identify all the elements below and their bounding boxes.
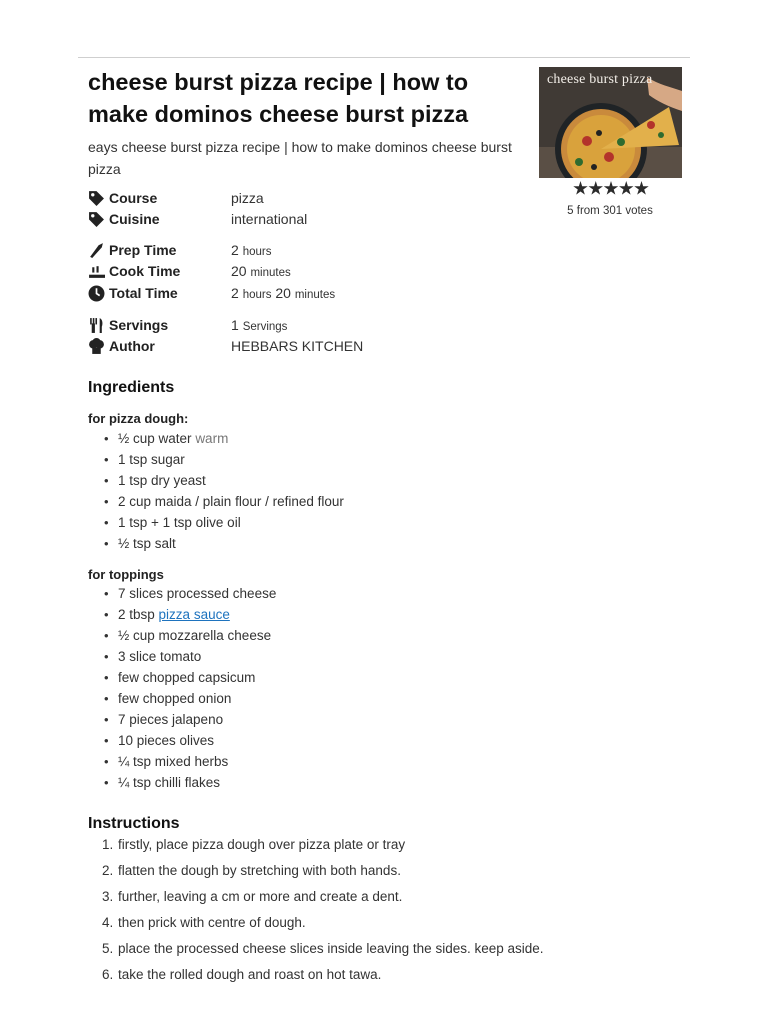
cuisine-label: Cuisine	[109, 211, 160, 227]
cutlery-icon	[88, 317, 105, 334]
total-label: Total Time	[109, 285, 178, 301]
instruction-step: 2. flatten the dough by stretching with both hands.	[102, 863, 401, 878]
list-item: • ¼ tsp mixed herbs	[88, 751, 688, 772]
toppings-heading: for toppings	[88, 567, 164, 582]
total-value: 2 hours 20 minutes	[231, 285, 336, 301]
instructions-list	[88, 834, 688, 990]
list-item: • 1 tsp dry yeast	[88, 470, 688, 491]
instruction-step: 1. firstly, place pizza dough over pizza plate or tray	[102, 837, 406, 852]
list-item: • ½ cup mozzarella cheese	[88, 625, 688, 646]
rating-stars[interactable]	[573, 181, 649, 201]
servings-value: 1 Servings	[231, 317, 288, 333]
instruction-step: 5. place the processed cheese slices inside leaving the sides. keep aside.	[102, 941, 544, 956]
ingredient-notes: warm	[195, 431, 229, 446]
list-item: • 1 tsp sugar	[88, 449, 688, 470]
recipe-title: cheese burst pizza recipe | how to make dominos cheese burst pizza	[88, 69, 469, 127]
list-item: • few chopped capsicum	[88, 667, 688, 688]
dough-list	[88, 428, 688, 554]
pizza-sauce-link[interactable]: pizza sauce	[158, 607, 230, 622]
recipe-photo	[539, 67, 682, 178]
chef-hat-icon	[88, 338, 105, 355]
instruction-step: 4. then prick with centre of dough.	[102, 915, 306, 930]
cook-label: Cook Time	[109, 263, 181, 279]
star-icon[interactable]	[588, 181, 603, 196]
dough-heading: for pizza dough:	[88, 411, 189, 426]
cuisine-value: international	[231, 211, 308, 227]
list-item: • ½ cup water warm	[88, 428, 688, 449]
instructions-heading: Instructions	[88, 815, 180, 832]
recipe-summary: eays cheese burst pizza recipe | how to make dominos cheese burst pizza	[88, 139, 512, 177]
star-icon[interactable]	[619, 181, 634, 196]
pan-icon	[88, 263, 105, 280]
prep-label: Prep Time	[109, 242, 177, 258]
author-label: Author	[109, 338, 155, 354]
course-label: Course	[109, 190, 158, 206]
rating-votes: 5 from 301 votes	[567, 205, 653, 217]
star-icon[interactable]	[573, 181, 588, 196]
tag-icon	[88, 190, 105, 207]
list-item: • 2 cup maida / plain flour / refined flour	[88, 491, 688, 512]
list-item: • 2 tbsp pizza sauce	[88, 604, 688, 625]
star-icon[interactable]	[634, 181, 649, 196]
instruction-step: 6. take the rolled dough and roast on hot tawa.	[102, 967, 382, 982]
list-item: • 1 tsp + 1 tsp olive oil	[88, 512, 688, 533]
servings-label: Servings	[109, 317, 169, 333]
photo-caption: cheese burst pizza	[547, 72, 653, 87]
list-item: • ½ tsp salt	[88, 533, 688, 554]
toppings-list	[88, 583, 688, 793]
knife-icon	[88, 242, 105, 259]
prep-value: 2 hours	[231, 242, 272, 258]
course-value: pizza	[231, 190, 264, 206]
cook-value: 20 minutes	[231, 263, 291, 279]
instruction-step: 3. further, leaving a cm or more and create a dent.	[102, 889, 403, 904]
author-value: HEBBARS KITCHEN	[231, 338, 364, 354]
list-item: • 7 slices processed cheese	[88, 583, 688, 604]
list-item: • 7 pieces jalapeno	[88, 709, 688, 730]
top-divider	[78, 57, 690, 58]
list-item: • 3 slice tomato	[88, 646, 688, 667]
tag-icon	[88, 211, 105, 228]
ingredients-heading: Ingredients	[88, 379, 175, 396]
list-item: • 10 pieces olives	[88, 730, 688, 751]
list-item: • ¼ tsp chilli flakes	[88, 772, 688, 793]
clock-icon	[88, 285, 105, 302]
list-item: • few chopped onion	[88, 688, 688, 709]
star-icon[interactable]	[604, 181, 619, 196]
